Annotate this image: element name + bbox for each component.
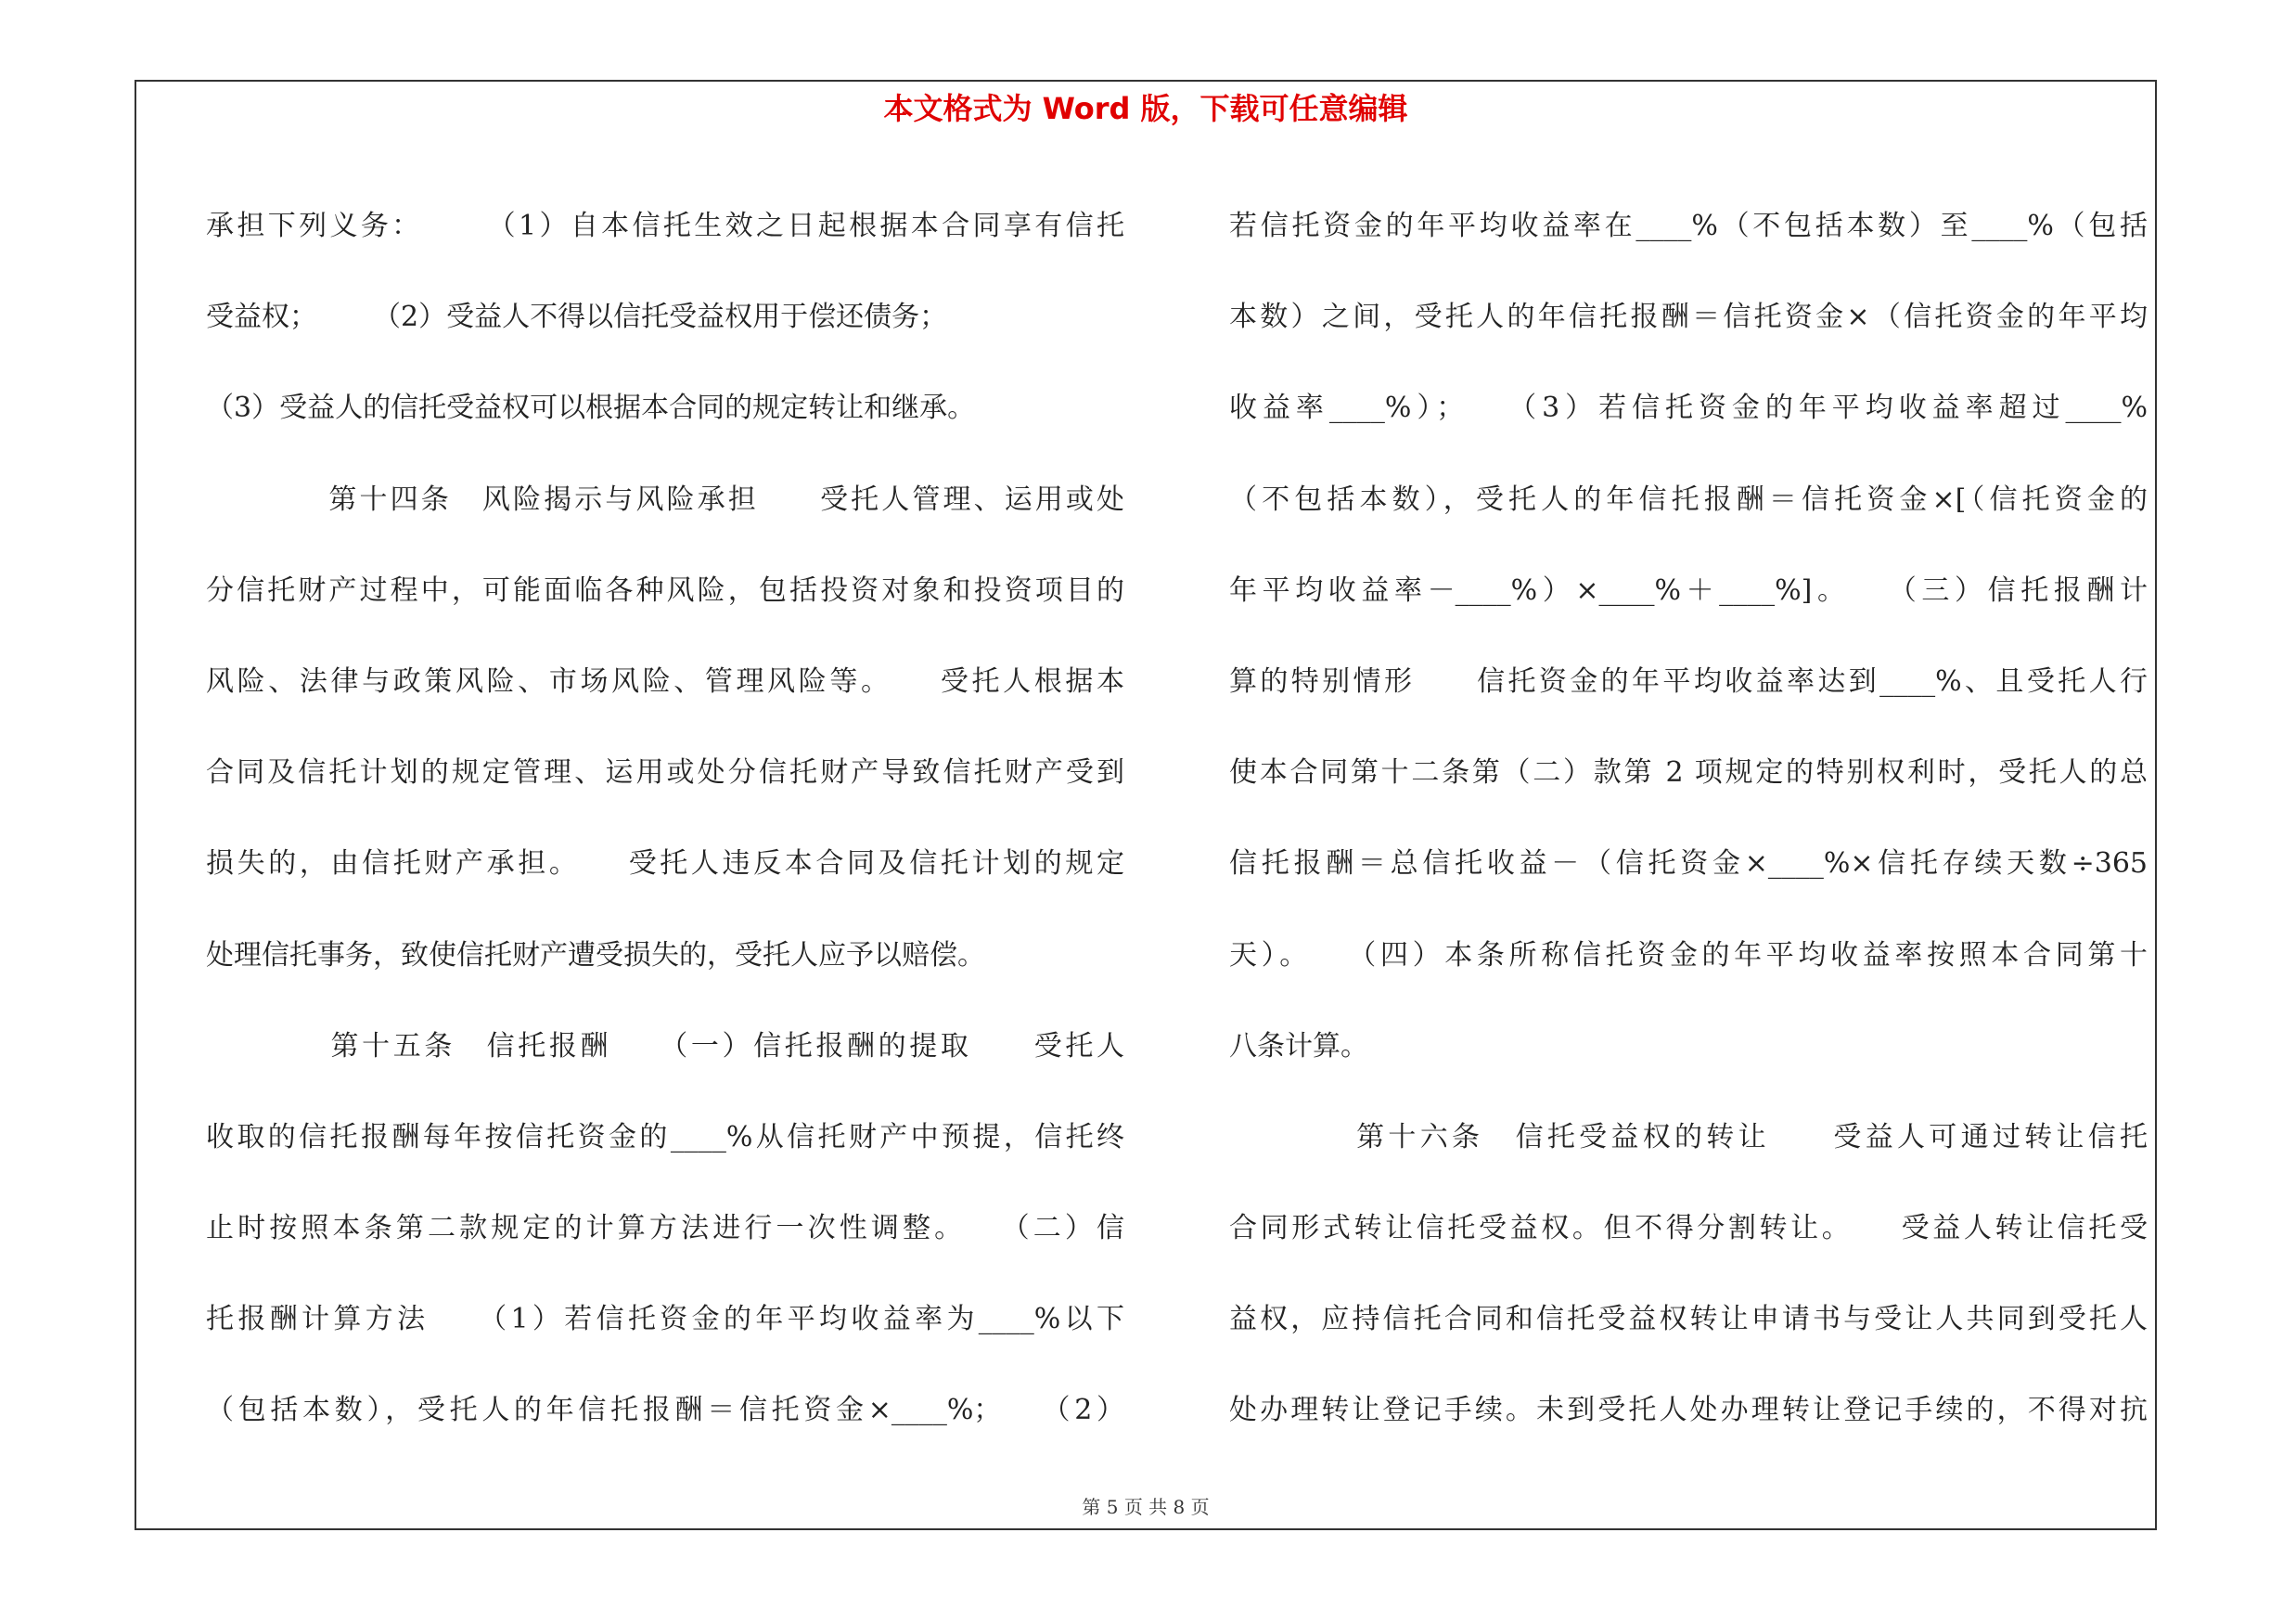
text-line: 收取的信托报酬每年按信托资金的____%从信托财产中预提，信托终 bbox=[206, 1120, 1124, 1153]
text-line: 本数）之间，受托人的年信托报酬＝信托资金×（信托资金的年平均 bbox=[1229, 301, 2148, 334]
text-line: 止时按照本条第二款规定的计算方法进行一次性调整。 （二）信 bbox=[206, 1212, 1124, 1245]
text-line: 若信托资金的年平均收益率在____%（不包括本数）至____%（包括 bbox=[1229, 210, 2148, 242]
text-line: 分信托财产过程中，可能面临各种风险，包括投资对象和投资项目的 bbox=[206, 573, 1124, 607]
text-line: 合同形式转让信托受益权。但不得分割转让。 受益人转让信托受 bbox=[1229, 1212, 2148, 1245]
text-line: 使本合同第十二条第（二）款第 2 项规定的特别权利时，受托人的总 bbox=[1229, 756, 2148, 790]
right-text-column bbox=[1229, 181, 2148, 1457]
text-line: 第十四条 风险揭示与风险承担 受托人管理、运用或处 bbox=[206, 483, 1124, 516]
text-line: 益权，应持信托合同和信托受益权转让申请书与受让人共同到受托人 bbox=[1229, 1303, 2148, 1336]
text-line: 损失的，由信托财产承担。 受托人违反本合同及信托计划的规定 bbox=[206, 847, 1124, 881]
text-line: 合同及信托计划的规定管理、运用或处分信托财产导致信托财产受到 bbox=[206, 756, 1124, 790]
text-line: 处理信托事务，致使信托财产遭受损失的，受托人应予以赔偿。 bbox=[206, 938, 985, 972]
text-line: 算的特别情形 信托资金的年平均收益率达到____%、且受托人行 bbox=[1229, 664, 2148, 698]
text-line: 处办理转让登记手续。未到受托人处办理转让登记手续的，不得对抗 bbox=[1229, 1394, 2148, 1427]
text-line: 天）。 （四）本条所称信托资金的年平均收益率按照本合同第十 bbox=[1229, 938, 2148, 972]
text-line: 信托报酬＝总信托收益－（信托资金×____%×信托存续天数÷365 bbox=[1229, 847, 2148, 881]
left-text-column bbox=[206, 181, 1124, 1457]
text-line: （包括本数），受托人的年信托报酬＝信托资金×____%； （2） bbox=[206, 1394, 1124, 1427]
text-line: 风险、法律与政策风险、市场风险、管理风险等。 受托人根据本 bbox=[206, 664, 1124, 698]
text-line: 第十六条 信托受益权的转让 受益人可通过转让信托 bbox=[1229, 1120, 2148, 1153]
text-line: 八条计算。 bbox=[1229, 1029, 1368, 1063]
page-footer bbox=[135, 1492, 2157, 1519]
text-line: 第十五条 信托报酬 （一）信托报酬的提取 受托人 bbox=[206, 1029, 1124, 1063]
text-line: 托报酬计算方法 （1）若信托资金的年平均收益率为____%以下 bbox=[206, 1303, 1124, 1336]
page-header bbox=[135, 88, 2157, 129]
page-number: 第 5 页 共 8 页 bbox=[1082, 1496, 1210, 1518]
text-line: 受益权； （2）受益人不得以信托受益权用于偿还债务； bbox=[206, 301, 948, 334]
text-line: （3）受益人的信托受益权可以根据本合同的规定转让和继承。 bbox=[206, 392, 976, 425]
text-line: 承担下列义务： （1）自本信托生效之日起根据本合同享有信托 bbox=[206, 210, 1124, 242]
header-title: 本文格式为 Word 版，下载可任意编辑 bbox=[883, 91, 1408, 126]
text-line: 收益率____%）； （3）若信托资金的年平均收益率超过____% bbox=[1229, 392, 2148, 425]
text-line: 年平均收益率－____%）×____%＋____%]。 （三）信托报酬计 bbox=[1229, 573, 2148, 607]
text-line: （不包括本数），受托人的年信托报酬＝信托资金×[（信托资金的 bbox=[1229, 483, 2148, 516]
